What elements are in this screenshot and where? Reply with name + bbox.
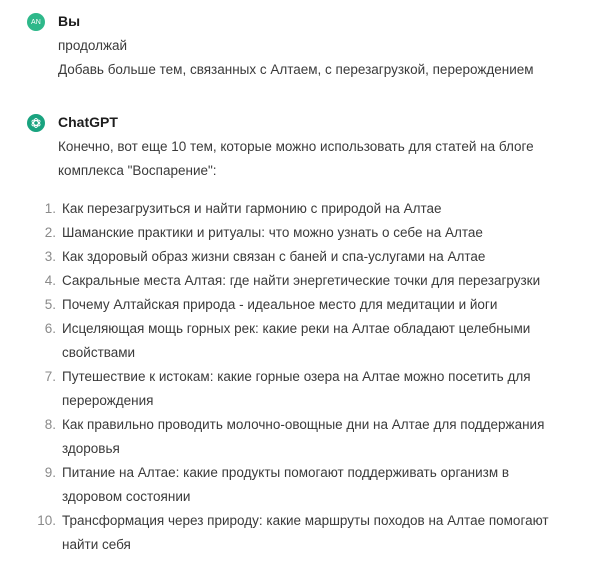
list-item-text: Трансформация через природу: какие маршруты походов на Алтае помогают (62, 513, 549, 528)
list-item-number: 8. (44, 417, 56, 432)
list-item-text-continued: найти себя (62, 537, 131, 552)
assistant-avatar (27, 114, 45, 132)
user-message-line: продолжай (58, 38, 128, 53)
list-item-number: 2. (44, 225, 56, 240)
list-item-number: 5. (44, 297, 56, 312)
list-item-text: Почему Алтайская природа - идеальное место для медитации и йоги (62, 297, 498, 312)
list-item-text-continued: здоровом состоянии (62, 489, 191, 504)
list-item-number: 3. (44, 249, 56, 264)
user-avatar (27, 13, 45, 31)
list-item-text: Исцеляющая мощь горных рек: какие реки на Алтае обладают целебными (62, 321, 531, 336)
list-item-text-continued: свойствами (62, 345, 136, 360)
assistant-intro-line: Конечно, вот еще 10 тем, которые можно использовать для статей на блоге (58, 139, 534, 154)
list-item-number: 10. (37, 513, 56, 528)
list-item-text: Как правильно проводить молочно-овощные дни на Алтае для поддержания (62, 417, 545, 432)
list-item-text: Шаманские практики и ритуалы: что можно узнать о себе на Алтае (62, 225, 483, 240)
list-item-number: 1. (44, 201, 56, 216)
list-item-text-continued: здоровья (62, 441, 120, 456)
assistant-author-name: ChatGPT (58, 114, 118, 130)
list-item-text-continued: перерождения (62, 393, 154, 408)
user-message-line: Добавь больше тем, связанных с Алтаем, с перезагрузкой, перерождением (58, 62, 534, 77)
list-item-text: Как перезагрузиться и найти гармонию с природой на Алтае (62, 201, 442, 216)
list-item-number: 6. (44, 321, 56, 336)
assistant-message (0, 100, 600, 564)
openai-logo-icon (30, 117, 42, 129)
list-item-number: 4. (44, 273, 56, 288)
list-item-number: 7. (44, 369, 56, 384)
list-item-text: Питание на Алтае: какие продукты помогают поддерживать организм в (62, 465, 510, 480)
assistant-intro-line: комплекса "Воспарение": (58, 163, 217, 178)
user-avatar-initials: AN (30, 18, 42, 26)
user-message (0, 0, 600, 80)
user-author-name: Вы (58, 13, 81, 29)
list-item-text: Сакральные места Алтая: где найти энергетические точки для перезагрузки (62, 273, 541, 288)
list-item-text: Как здоровый образ жизни связан с баней и спа-услугами на Алтае (62, 249, 486, 264)
list-item-number: 9. (44, 465, 56, 480)
list-item-text: Путешествие к истокам: какие горные озера на Алтае можно посетить для (62, 369, 531, 384)
